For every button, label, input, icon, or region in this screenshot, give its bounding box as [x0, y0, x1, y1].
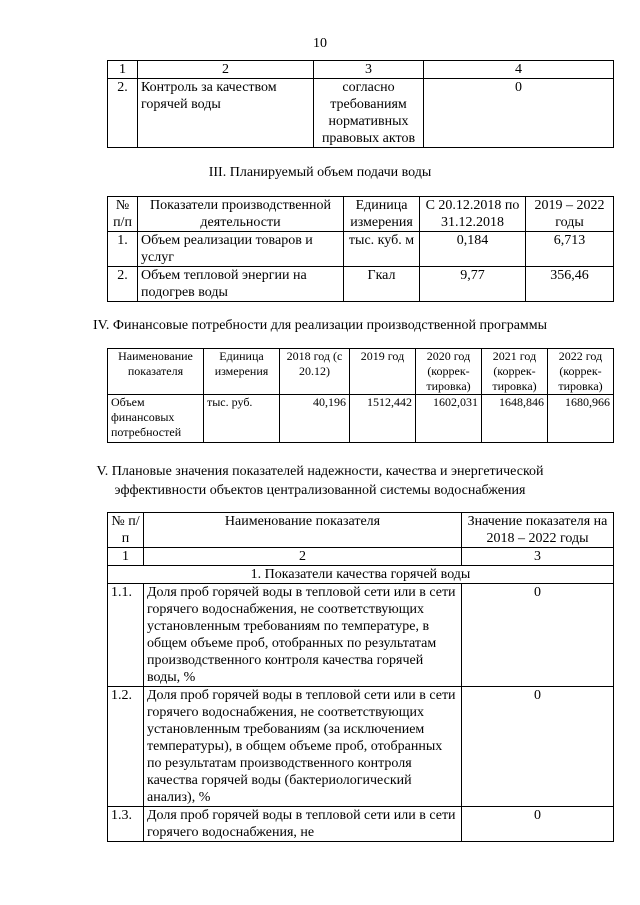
row-number: 1.2. [108, 687, 144, 807]
table-row [108, 79, 614, 148]
col-number-1: 1 [108, 548, 144, 566]
header-2022: 2022 год (коррек-тировка) [548, 349, 614, 395]
table-row [108, 584, 614, 687]
row-2018: 40,196 [280, 395, 350, 443]
row-value-1: 0,184 [420, 232, 526, 267]
table-row [108, 395, 614, 443]
col-number-4: 4 [424, 61, 614, 79]
row-text: Доля проб горячей воды в тепловой сети или в сети горячего водоснабжения, не соответствующих установленным требованиям по температуре, в общем объеме проб, отобранных по результатам производственного контроля качества горячей воды, % [144, 584, 462, 687]
section-5-title-line-1: V. Плановые значения показателей надежности, качества и энергетической [96, 464, 544, 479]
table-row [108, 687, 614, 807]
section-4-title: IV. Финансовые потребности для реализации производственной программы [92, 318, 548, 333]
row-value: 0 [424, 79, 614, 148]
header-num: № п/п [108, 513, 144, 548]
header-2020: 2020 год (коррек-тировка) [416, 349, 482, 395]
row-number: 2. [108, 267, 138, 302]
column-number-row [108, 548, 614, 566]
row-value-2: 6,713 [526, 232, 614, 267]
header-name: Наименование показателя [108, 349, 204, 395]
section-5-title-line-2: эффективности объектов централизованной системы водоснабжения [114, 483, 526, 498]
table-header-row [108, 513, 614, 548]
table-quality-control [107, 60, 614, 148]
row-unit: Гкал [344, 267, 420, 302]
subsection-title: 1. Показатели качества горячей воды [108, 566, 614, 584]
table-row [108, 232, 614, 267]
row-value: 0 [462, 687, 614, 807]
row-value-2: 356,46 [526, 267, 614, 302]
header-2021: 2021 год (коррек-тировка) [482, 349, 548, 395]
header-unit: Единица измерения [204, 349, 280, 395]
section-3-title: III. Планируемый объем подачи воды [208, 165, 432, 180]
row-value: 0 [462, 807, 614, 842]
row-text: Доля проб горячей воды в тепловой сети или в сети горячего водоснабжения, не [144, 807, 462, 842]
table-performance-indicators [107, 512, 614, 842]
header-2018: 2018 год (с 20.12) [280, 349, 350, 395]
table-header-row [108, 349, 614, 395]
row-value-1: 9,77 [420, 267, 526, 302]
row-unit: тыс. куб. м [344, 232, 420, 267]
col-number-3: 3 [314, 61, 424, 79]
row-name: Объем тепловой энергии на подогрев воды [138, 267, 344, 302]
row-number: 1.3. [108, 807, 144, 842]
header-value: Значение показателя на 2018 – 2022 годы [462, 513, 614, 548]
row-2022: 1680,966 [548, 395, 614, 443]
header-indicator: Показатели производственной деятельности [138, 197, 344, 232]
col-number-2: 2 [144, 548, 462, 566]
page-number: 10 [313, 36, 327, 51]
row-2019: 1512,442 [350, 395, 416, 443]
header-period1: С 20.12.2018 по 31.12.2018 [420, 197, 526, 232]
col-number-2: 2 [138, 61, 314, 79]
header-period2: 2019 – 2022 годы [526, 197, 614, 232]
col-number-3: 3 [462, 548, 614, 566]
table-header-row [108, 61, 614, 79]
table-water-supply [107, 196, 614, 302]
header-num: № п/п [108, 197, 138, 232]
table-row [108, 807, 614, 842]
row-value: 0 [462, 584, 614, 687]
table-header-row [108, 197, 614, 232]
row-name: Объем финансовых потребностей [108, 395, 204, 443]
subsection-row [108, 566, 614, 584]
row-unit: тыс. руб. [204, 395, 280, 443]
row-2020: 1602,031 [416, 395, 482, 443]
table-row [108, 267, 614, 302]
header-name: Наименование показателя [144, 513, 462, 548]
row-number: 2. [108, 79, 138, 148]
row-text: Доля проб горячей воды в тепловой сети или в сети горячего водоснабжения, не соответствующих установленным требованиям (за исключением температуры), в общем объеме проб, отобранных по результатам производственного контроля качества горячей воды (бактериологический анализ), % [144, 687, 462, 807]
row-name: Контроль за качеством горячей воды [138, 79, 314, 148]
row-number: 1. [108, 232, 138, 267]
row-2021: 1648,846 [482, 395, 548, 443]
row-basis: согласно требованиям нормативных правовых актов [314, 79, 424, 148]
col-number-1: 1 [108, 61, 138, 79]
row-name: Объем реализации товаров и услуг [138, 232, 344, 267]
table-financial-needs [107, 348, 614, 443]
header-2019: 2019 год [350, 349, 416, 395]
row-number: 1.1. [108, 584, 144, 687]
header-unit: Единица измерения [344, 197, 420, 232]
